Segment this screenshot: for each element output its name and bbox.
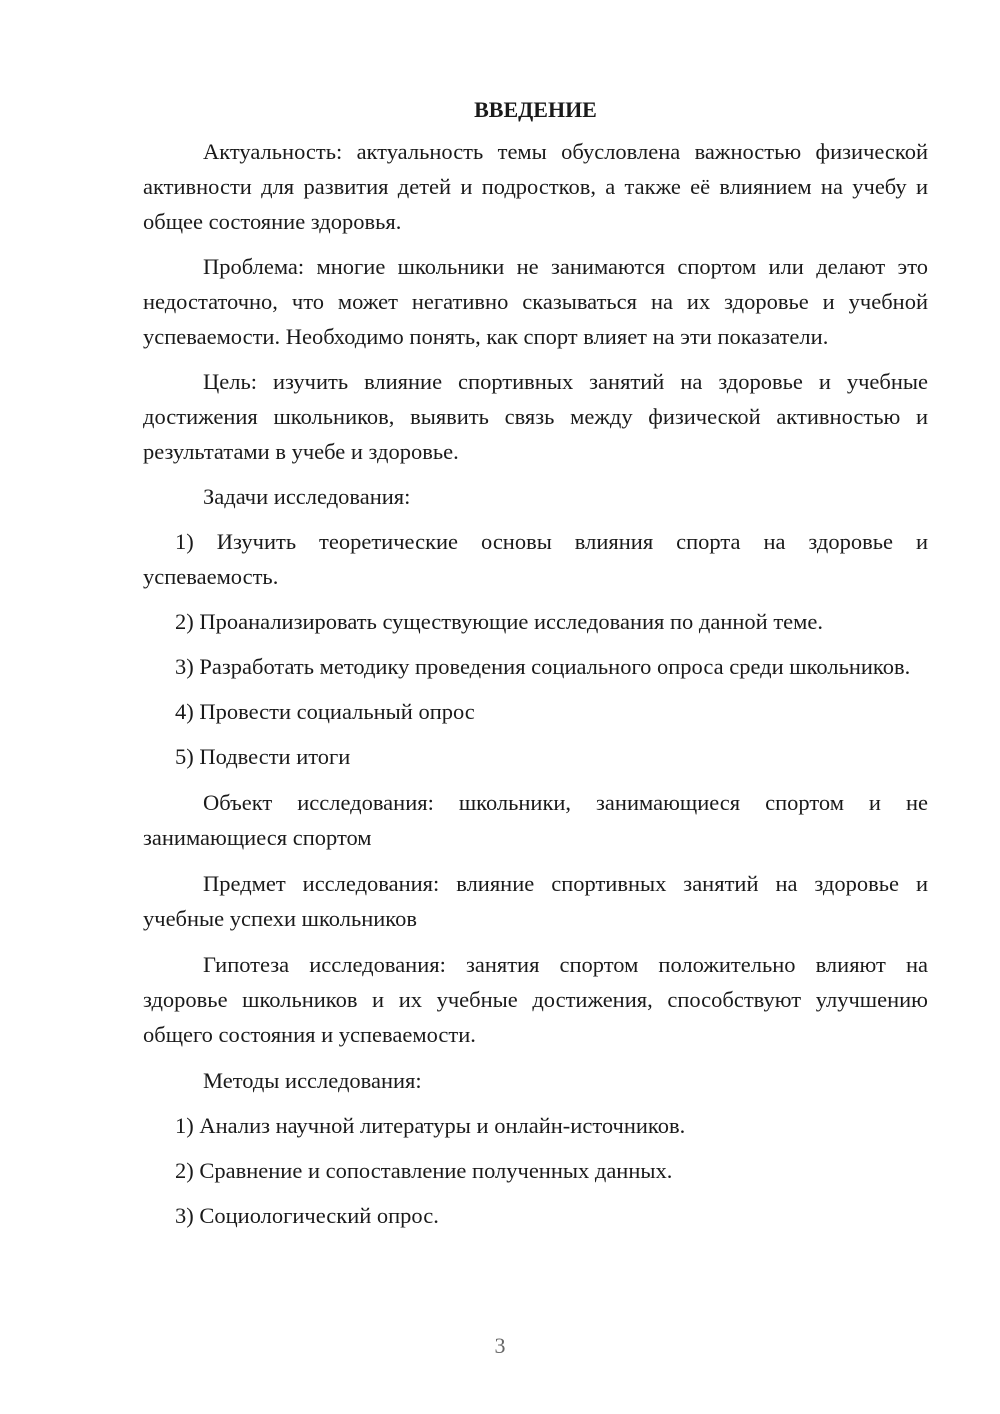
method-item-2: 2) Сравнение и сопоставление полученных данных. xyxy=(175,1158,673,1183)
paragraph-subject: Предмет исследования: влияние спортивных занятий на здоровье и учебные успехи школьников xyxy=(143,871,928,931)
method-item-3: 3) Социологический опрос. xyxy=(175,1203,439,1228)
task-item-2: 2) Проанализировать существующие исследования по данной теме. xyxy=(175,609,824,634)
page-number: 3 xyxy=(494,1333,506,1358)
task-item-1: 1) Изучить теоретические основы влияния спорта на здоровье и успеваемость. xyxy=(143,529,928,589)
task-item-5: 5) Подвести итоги xyxy=(175,744,351,769)
paragraph-problem: Проблема: многие школьники не занимаются спортом или делают это недостаточно, что может негативно сказываться на их здоровье и учебной успеваемости. Необходимо понять, как спорт влияет на эти показатели. xyxy=(143,254,928,349)
paragraph-goal: Цель: изучить влияние спортивных занятий на здоровье и учебные достижения школьников, выявить связь между физической активностью и результатами в учебе и здоровье. xyxy=(143,369,928,464)
paragraph-object: Объект исследования: школьники, занимающиеся спортом и не занимающиеся спортом xyxy=(143,790,928,850)
document-page xyxy=(143,92,928,1233)
paragraph-methods-heading: Методы исследования: xyxy=(203,1068,422,1093)
paragraph-tasks-heading: Задачи исследования: xyxy=(203,484,411,509)
task-item-3: 3) Разработать методику проведения социального опроса среди школьников. xyxy=(175,654,911,679)
method-item-1: 1) Анализ научной литературы и онлайн-источников. xyxy=(175,1113,686,1138)
page-title: ВВЕДЕНИЕ xyxy=(474,97,597,122)
paragraph-relevance: Актуальность: актуальность темы обусловлена важностью физической активности для развития детей и подростков, а также её влиянием на учебу и общее состояние здоровья. xyxy=(143,139,928,234)
paragraph-hypothesis: Гипотеза исследования: занятия спортом положительно влияют на здоровье школьников и их учебные достижения, способствуют улучшению общего состояния и успеваемости. xyxy=(143,952,928,1047)
task-item-4: 4) Провести социальный опрос xyxy=(175,699,475,724)
